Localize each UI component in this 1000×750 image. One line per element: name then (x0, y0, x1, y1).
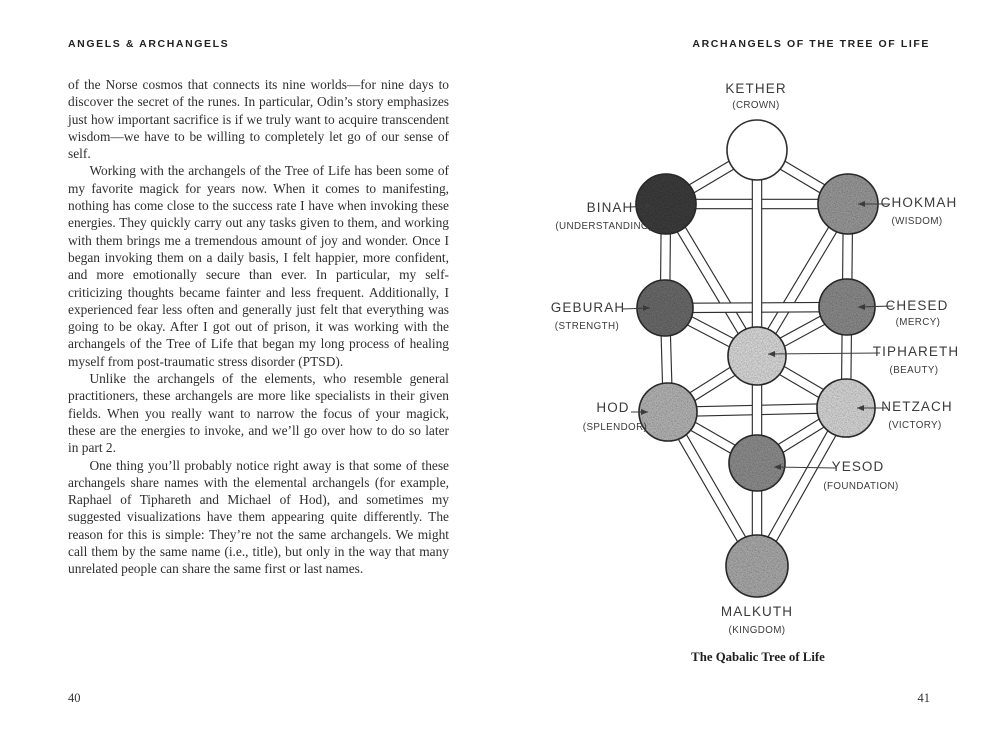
node-name-netzach: NETZACH (881, 399, 953, 414)
running-header-right: ARCHANGELS OF THE TREE OF LIFE (692, 38, 930, 50)
body-text (68, 76, 449, 578)
node-yesod (729, 435, 785, 491)
diagram-caption: The Qabalic Tree of Life (691, 650, 825, 664)
node-name-chokmah: CHOKMAH (880, 195, 958, 210)
node-name-chesed: CHESED (885, 298, 949, 313)
node-subtitle-netzach: (VICTORY) (888, 420, 942, 431)
running-header-left: ANGELS & ARCHANGELS (68, 38, 230, 50)
page-number-right: 41 (917, 691, 930, 705)
node-name-kether: KETHER (725, 81, 787, 96)
node-name-yesod: YESOD (831, 459, 885, 474)
node-name-malkuth: MALKUTH (720, 604, 794, 619)
node-name-hod: HOD (596, 400, 630, 415)
node-subtitle-yesod: (FOUNDATION) (823, 481, 899, 492)
body-paragraph: Working with the archangels of the Tree of Life has been some of my favorite magick for years now. When it comes to manifesting, nothing has come close to the success rate I have when invoking these energies. They quickly carry out any tasks given to them, and working with them brings me a tremendous amount of joy and wonder. Once I began invoking them on a daily basis, I felt happier, more confident, and more emotionally secure than ever. In particular, my self-criticizing thoughts became fainter and less frequent. Additionally, I experienced fear less often and generally just felt that everything was going to be okay. After I got out of prison, it was working with the archangels of the Tree of Life that began my long process of healing myself from post-traumatic stress disorder (PTSD). (68, 163, 449, 369)
body-paragraph: of the Norse cosmos that connects its nine worlds—for nine days to discover the secret of the runes. In particular, Odin’s story emphasizes just how important sacrifice is if we truly want to acquire transcendent wisdom—we have to be willing to completely let go of our sense of self. (68, 77, 449, 162)
node-name-binah: BINAH (586, 200, 634, 215)
tree-of-life-diagram (540, 50, 976, 650)
node-name-geburah: GEBURAH (550, 300, 626, 315)
node-subtitle-malkuth: (KINGDOM) (728, 625, 786, 636)
node-subtitle-chesed: (MERCY) (895, 317, 941, 328)
body-paragraph: Unlike the archangels of the elements, who resemble general practitioners, these archangels are more like specialists in their given fields. When you really want to narrow the focus of your magick, these are the energies to invoke, and we’ll go over how to do so later in part 2. (68, 371, 449, 456)
node-subtitle-kether: (CROWN) (732, 100, 780, 111)
node-malkuth (726, 535, 788, 597)
body-paragraph: One thing you’ll probably notice right away is that some of these archangels share names with the elemental archangels (for example, Raphael of Tiphareth and Michael of Hod), and sometimes my suggested visualizations have them appearing quite differently. The reason for this is simple: They’re not the same archangels. We might call them by the same name (i.e., title), but only in the way that many unrelated people can share the same first or last names. (68, 457, 449, 577)
node-subtitle-binah: (UNDERSTANDING) (555, 221, 653, 232)
node-tiphareth (728, 327, 786, 385)
page-number-left: 40 (68, 691, 81, 705)
node-subtitle-geburah: (STRENGTH) (554, 321, 620, 332)
node-kether (727, 120, 787, 180)
node-subtitle-hod: (SPLENDOR) (582, 422, 648, 433)
node-subtitle-tiphareth: (BEAUTY) (889, 365, 939, 376)
node-subtitle-chokmah: (WISDOM) (891, 216, 943, 227)
node-name-tiphareth: TIPHARETH (872, 344, 960, 359)
